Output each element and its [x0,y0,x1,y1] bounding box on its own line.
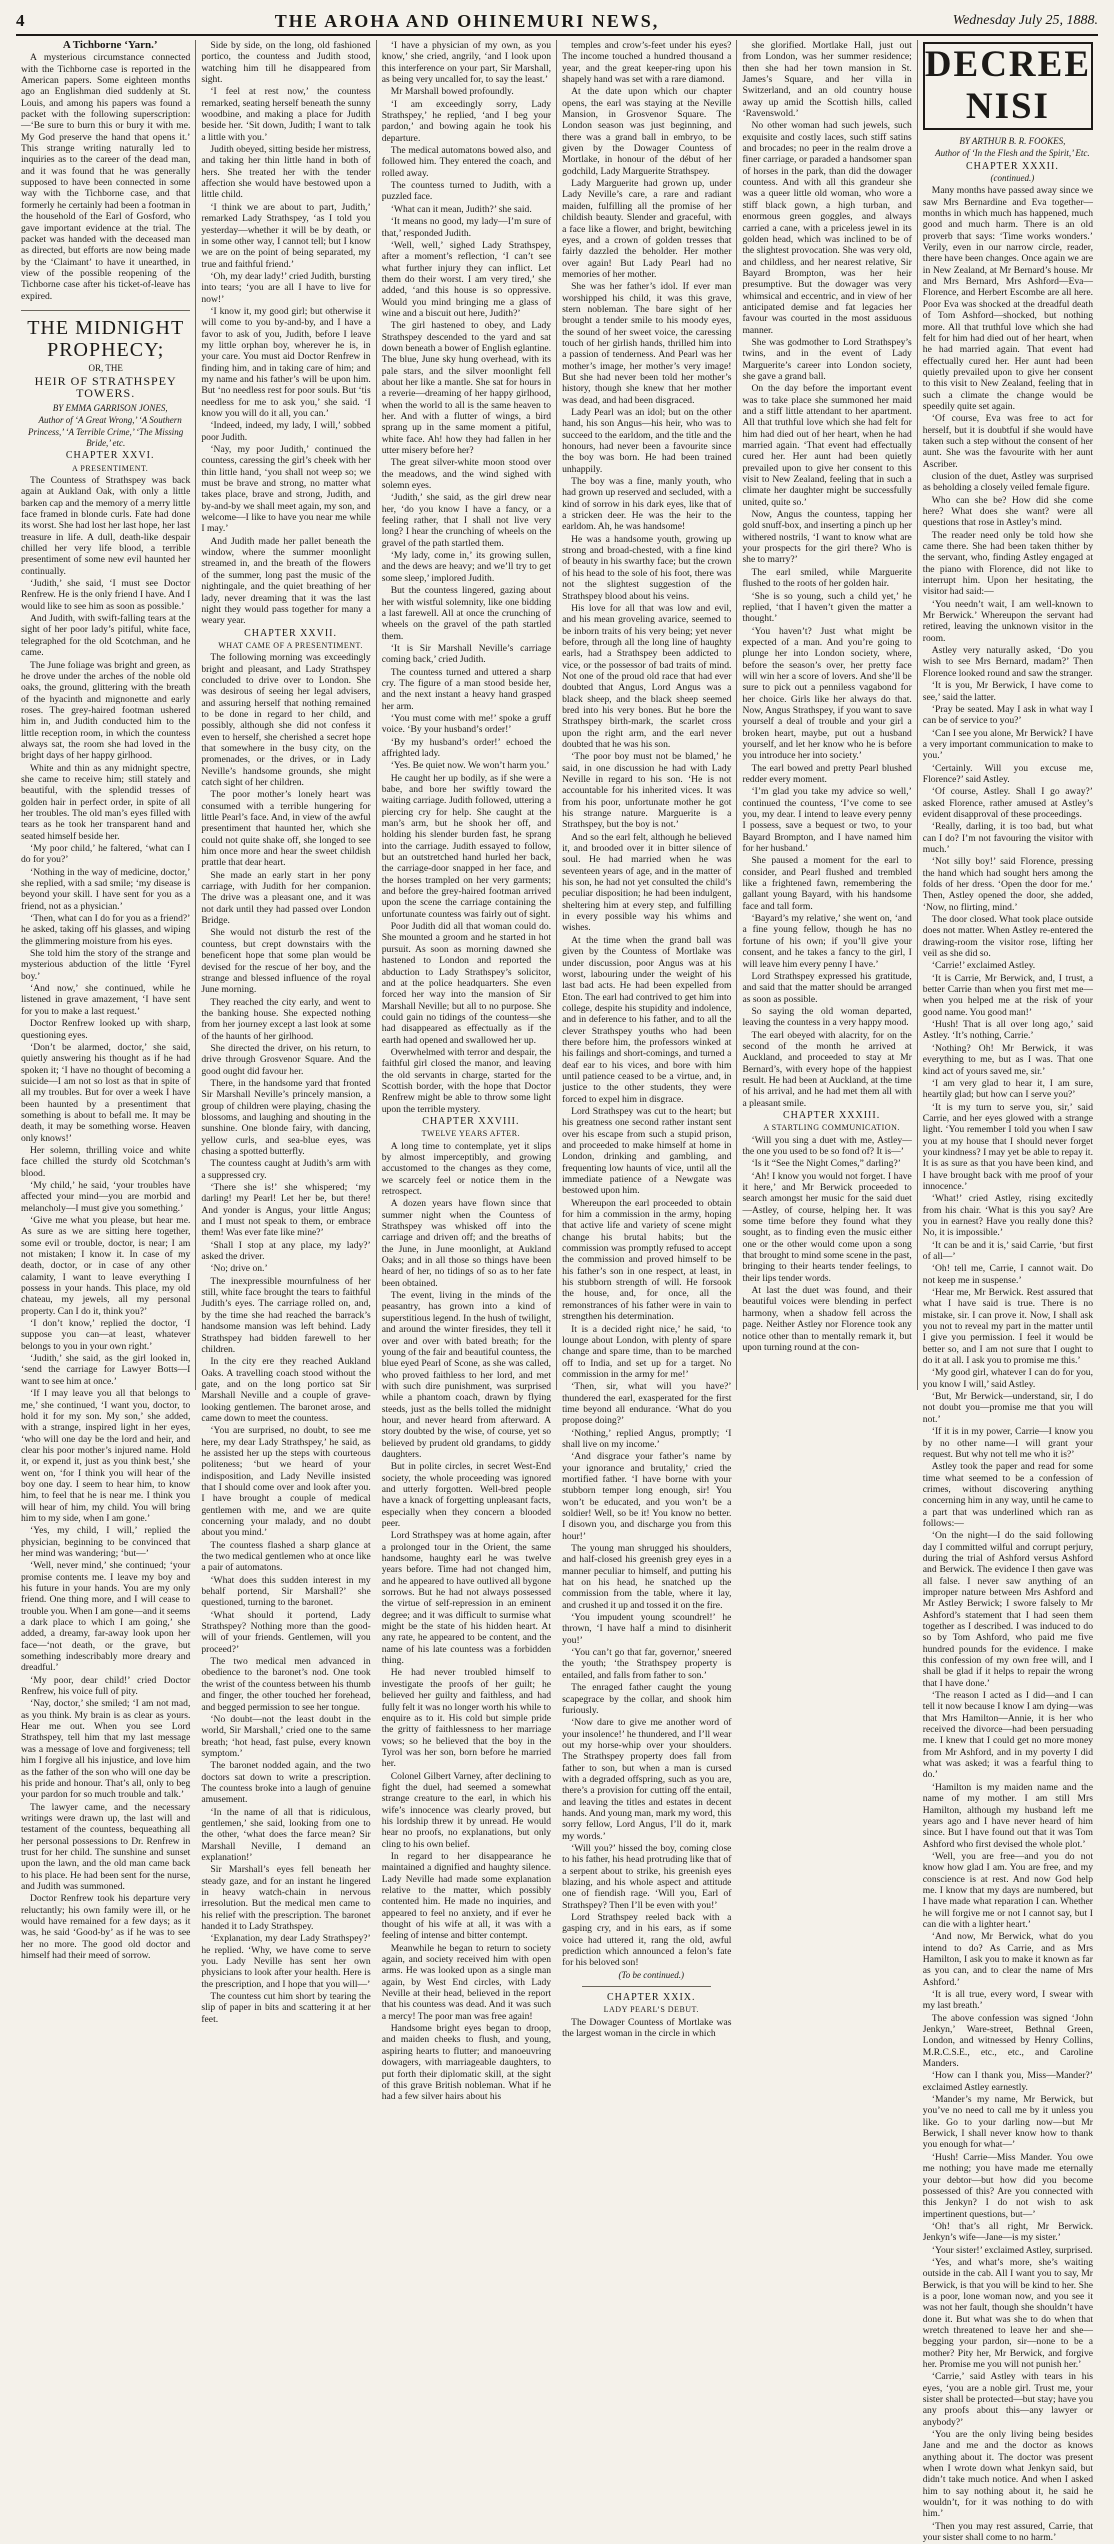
story-paragraph: Her solemn, thrilling voice and white face chilled the sturdy old Scotchman’s blood. [21,1144,191,1179]
story-paragraph: Lady Marguerite had grown up, under Lady Neville’s care, a rare and radiant maiden, fulfilling all the promise of her childish beauty. Slender and graceful, with a face like a flower, and bright, bewitching eyes, and a crown of golden tresses that fairly dazzled the beholder. Her mother over again! But Lady Pearl had no memories of her mother. [562,178,732,280]
story-paragraph: ‘Nay, my poor Judith,’ continued the countess, caressing the girl’s cheek with her thin little hand, ‘you shall not weep so; we must be brave and strong, no matter what takes place, brave and strong, Judith, and by-and-by we shall meet again, my son, and welcome—I like to have you near me while I may.’ [201,444,371,535]
issue-date: Wednesday July 25, 1888. [952,13,1098,28]
story-paragraph: He caught her up bodily, as if she were a babe, and bore her swiftly toward the waiting carriage. Judith followed, uttering a piercing cry for help. She caught at the man’s arm, but he shook her off, and holding his slender burden fast, he sprang into the carriage. Judith essayed to follow, but an outstretched hand hurled her back, the carriage-door snapped in her face, and the horses trampled on her very garments; and before the grey-haired footman arrived upon the scene the carriage containing the unfortunate countess was fairly out of sight. [381,772,552,920]
story-paragraph: And Judith made her pallet beneath the window, where the summer moonlight streamed in, and the breath of the flowers of the summer, long past the music of the nightingale, and the quiet breathing of her lady, never dreaming that it was the last night they would pass together for many a weary year. [201,535,371,627]
story-paragraph: She was her father’s idol. If ever man worshipped his child, it was this grave, stern nobleman. The bare sight of her brought a tender smile to his moody eyes, the sound of her sweet voice, the caressing touch of her girlish hands, thrilled him into a passion of tenderness. And Pearl was her mother’s image, her mother’s very image! But she had never been told her mother’s history, though she knew that her mother was dead, and had been disgraced. [562,281,732,406]
chapter-subtitle: WHAT CAME OF A PRESENTIMENT. [218,640,363,650]
serial-byline: BY EMMA GARRISON JONES, [52,402,168,413]
story-paragraph: And Judith, with swift-falling tears at the sight of her poor lady’s pitiful, white face, telegraphed for the old Scotchman, and he came. [21,613,191,659]
story-paragraph: The two medical men advanced in obedience to the baronet’s nod. One took the wrist of the countess between his thumb and finger, the other touched her forehead, and begged permission to see her tongue. [201,1656,371,1713]
paper-title: THE AROHA AND OHINEMURI NEWS, [274,10,660,31]
story-paragraph: Side by side, on the long, old fashioned portico, the countess and Judith stood, watching him till he disappeared from sight. [201,40,371,86]
story-paragraph: ‘Not silly boy!’ said Florence, pressing the hand which had sought hers among the folds of her dress. ‘Open the door for me.’ Then, Astley opened the door, she added, ‘Now, no flirting, mind.’ [922,856,1093,913]
story-paragraph: The Countess of Strathspey was back again at Aukland Oak, with only a little barken cap and the memory of a merry little face framed in blonde curls. Fate had done its worst. She had lost her last hope, her last treasure in life. A dull, death-like despair chilled her very life blood, a terrible presentiment of some new evil haunted her continually. [21,475,191,577]
story-paragraph: Whereupon the earl proceeded to obtain for him a commission in the army, hoping that active life and variety of scene might change his brutal habits; but the commission was promptly refused to accept the commission and proved himself to be his father’s son in one respect, at least, in his stubborn strength of will. He forsook the house, and, for once, all the remonstrances of his father were in vain to strengthen his determination. [562,1197,732,1323]
story-paragraph: ‘Ah! I know you would not forget. I have it here,’ and Mr Berwick proceeded to search amongst her music for the said duet—Astley, of course, helping her. It was some time before they found what they sought, as to finding even the music either one or the other would come upon a song that brought to mind some scene in the past, bringing to their hearts tender feelings, to their lips tender words. [742,1170,912,1284]
story-paragraph: ‘You are the only living being besides Jane and me and the doctor as knows anything about it. The doctor was present when I wrote down what Jenkyn said, but didn’t take much notice. And when I asked him to say nothing about it, he said he wouldn’t, for it was nothing to do with him.’ [922,2429,1093,2520]
story-paragraph: Sir Marshall’s eyes fell beneath her steady gaze, and for an instant he lingered in heavy watch-chain in nervous irresolution. But the medical men came to his relief with the prescription. The baronet handed it to Lady Strathspey. [201,1864,371,1933]
story-paragraph: He had never troubled himself to investigate the proofs of her guilt; he believed her guilty and faithless, and had fully felt it was no longer worth his while to enquire as to it. His cold but simple pride the gritty of faithlessness to her marriage vows; so he believed that the boy in the Tyrol was her son, born before he married her. [381,1667,552,1770]
story-paragraph: ‘Yes. Be quiet now. We won’t harm you.’ [390,760,550,772]
story-paragraph: Lord Strathspey was at home again, after a prolonged tour in the Orient, the same handsome, haughty earl he was twelve years before. Time had not changed him, and he appeared to have outlived all bygone sorrows. But he had not always possessed the virtue of self-repression in an eminent degree; and it was difficult to surmise what might be the state of his hidden heart. At any rate, he appeared to be content, and the name of his late countess was a forbidden thing. [381,1530,552,1667]
divider [582,1986,711,1987]
story-paragraph: No other woman had such jewels, such exquisite and costly laces, such stiff satins and brocades; no peer in the realm drove a finer carriage, or paraded a handsomer span of horses in the park, than did the dowager countess. And with all this grandeur she was a queer little old woman, who wore a stiff black gown, a high turban, and enormous green goggles, and always carried a cane, with a priceless jewel in its golden head, which was inclined to be of the slightest provocation. She was very old, and childless, and her nearest relative, Sir Bayard Brompton, was her heir presumptive. But the dowager was very whimsical and eccentric, and in view of her anticipated demise and fat legacies her favour was courted in the most assiduous manner. [742,120,912,336]
story-paragraph: ‘Hear me, Mr Berwick. Rest assured that what I have said is true. There is no mistake, sir. I can prove it. Now, I shall ask you not to reveal my part in the matter until I give you permission. I feel it would be better so, and I am not sure that I ought to do it at all. I ask you to promise me this.’ [922,1287,1093,1367]
story-paragraph: The enraged father caught the young scapegrace by the collar, and shook him furiously. [562,1682,732,1716]
story-paragraph: At the date upon which our chapter opens, the earl was staying at the Neville Mansion, in Grosvenor Square. The London season was just beginning, and there was a grand ball in embryo, to be given by the Dowager Countess of Mortlake, in honour of the début of her godchild, Lady Marguerite Strathspey. [562,86,732,177]
story-paragraph: ‘Well, never mind,’ she continued; ‘your promise contents me. I leave my boy and his future in your hands. You are my only friend. One thing more, and I will cease to trouble you. When I am gone—and it seems a dark place to which I am going,’ she added, a dreamy, far-away look upon her face—‘not death, or the grave, but something indescribably more dreary and dreadful.’ [21,1560,191,1674]
story-paragraph: ‘Explanation, my dear Lady Strathspey?’ he replied. ‘Why, we have come to serve you. Lady Neville has sent her own physicians to look after your health. Here is the prescription, and I hope that you will—’ [201,1933,371,1990]
story-paragraph: ‘By my husband’s order!’ echoed the affrighted lady. [381,736,552,759]
story-paragraph: The lawyer came, and the necessary writings were drawn up, the last will and testament of the countess, bequeathing all her personal possessions to Dr. Renfrew in trust for her child. The sunshine and sunset upon the lawn, and the old man came back to his place. He had been sent for the nurse, and Judith was summoned. [21,1801,191,1892]
story-paragraph: ‘Then, sir, what will you have?’ thundered the earl, exasperated for the first time beyond all endurance. ‘What do you propose doing?’ [562,1381,732,1427]
story-paragraph: ‘Hush! That is all over long ago,’ said Astley. ‘It’s nothing, Carrie.’ [922,1019,1093,1042]
story-paragraph: At the time when the grand ball was given by the Countess of Mortlake was under discussion, poor Angus was at his worst, labouring under the weight of his last bad acts. He had been expelled from Eton. The earl had contrived to get him into college, despite his stupidity and indolence, and in deference to his father, and to all the clever Strathspey youths who had been there before him, the professors winked at his failings and short-comings, and turned a deaf ear to his vices, and bore with him until patience ceased to be a virtue, and, in justice to the other students, they were forced to expel him in disgrace. [562,934,732,1105]
story-paragraph: ‘But, Mr Berwick—understand, sir, I do not doubt you—promise me that you will not.’ [922,1391,1093,1425]
story-paragraph: ‘Oh! tell me, Carrie, I cannot wait. Do not keep me in suspense.’ [922,1263,1093,1286]
story-paragraph: ‘Now dare to give me another word of your insolence!’ he thundered, and I’ll wear out my horse-whip over your shoulders. The Strathspey property does fall from father to son, but when a man is cursed with a degraded offspring, such as you are, there’s a provision for cutting off the entail, and leaving the titles and estates in decent hands. And young man, mark my word, this sorry fellow, Lord Angus, I’ll do it, mark my words.’ [562,1717,732,1842]
story-paragraph: At last the duet was found, and their beautiful voices were blending in perfect harmony, when a shadow fell across the page. Neither Astley nor Florence took any notice other than to mentally remark it, but upon turning round at the con- [742,1285,912,1353]
story-paragraph: His love for all that was low and evil, and his mean groveling avarice, seemed to be inborn traits of his very being; yet never before, through all the long line of haughty earls, had a Strathspey been addicted to vice, or the possessor of bad traits of mind. Not one of the proud old race that had ever doubted that Angus, Lord Angus was a black sheep, and the black sheep seemed bred into his very bones. But he bore the Strathspey birth-mark, the scarlet cross upon the right arm, and the earl never doubted that he was his son. [562,602,732,750]
story-paragraph: ‘It is Sir Marshall Neville’s carriage coming back,’ cried Judith. [381,642,552,666]
story-paragraph: Colonel Gilbert Varney, after declining to fight the duel, had seemed a somewhat strange creature to the earl, in which his wife’s innocence was clearly proved, but his lordship threw it by unread. He would hear no proofs, no explanations, but only cling to his own belief. [381,1770,552,1850]
story-paragraph: On the day before the important event was to take place she summoned her maid and a stiff little attendant to her apartment. All that truthful love which she had felt for him had died out of her heart, when he had married again. ‘That event had effectually cured her. Her aunt had been quietly prevailed upon to give her consent to this visit to New Zealand, feeling that in such a climate her daughter might be successfully united, quite so.’ [742,383,912,508]
story-paragraph: The countess turned and uttered a sharp cry. The figure of a man stood beside her, and the next instant a heavy hand grasped her arm. [381,666,552,712]
story-paragraph: ‘What does this sudden interest in my behalf portend, Sir Marshall?’ she questioned, turning to the baronet. [201,1574,371,1609]
story-paragraph: ‘I’m glad you take my advice so well,’ continued the countess, ‘I’ve come to see you, my dear. I intend to leave every penny I possess, save a bequest or two, to your Bayard Brompton, and I have named him for her husband.’ [742,786,912,855]
chapter-subtitle: TWELVE YEARS AFTER. [421,1129,521,1139]
story-paragraph: ‘Yes, my child, I will,’ replied the physician, beginning to be convinced that her mind was wandering; ‘but—’ [21,1525,191,1559]
story-paragraph: Mr Marshall bowed profoundly. [390,86,514,98]
story-paragraph: The following morning was exceedingly bright and pleasant, and Lady Strathspey concluded to drive over to London. She was desirous of seeing her legal advisers, and assuring herself that nothing remained to be done in regard to her child, and possibly, although she did not confess it even to herself, she cherished a secret hope that somewhere in the busy city, on the promenades, or the drives, or in Lady Neville’s handsome grounds, she might catch sight of her children. [201,652,371,788]
story-paragraph: The earl obeyed with alacrity, for on the second of the month he arrived at Auckland, and proceeded to stay at Mr Bernard’s, with every hope of the happiest result. He had been at Auckland, at the time of his arrival, and he had met them all with a pleasant smile. [742,1029,912,1109]
story-paragraph: Now, Angus the countess, tapping her gold snuff-box, and inserting a pinch up her withered nostrils, ‘I want to know what are your prospects for the girl there? Who is she to marry?’ [742,509,912,566]
story-paragraph: The girl hastened to obey, and Lady Strathspey descended to the yard and sat down beneath a bower of English eglantine. The blue, June sky hung overhead, with its pale stars, and the silver moonlight fell about her like a mantle. She sat for hours in a reverie—dreaming of her happy girlhood, when the world to all is the same heaven to her. And with a flutter of wings, a bird sprang up in the same moment a pitiful, white face. Ah! how they had fallen in her utter misery before her? [381,320,552,457]
story-paragraph: ‘You impudent young scoundrel!’ he thrown, ‘I have half a mind to disinherit you!’ [562,1612,732,1646]
story-paragraph: ‘I am exceedingly sorry, Lady Strathspey,’ he replied, ‘and I beg your pardon,’ and bowing again he took his departure. [381,98,552,144]
story-paragraph: ‘Then you may rest assured, Carrie, that your sister shall come to no harm.’ [922,2520,1093,2544]
story-paragraph: ‘And now, Mr Berwick, what do you intend to do? As Carrie, and as Mrs Hamilton, I ask you to make it known as far as you can, and to clear the name of Mrs Ashford.’ [922,1931,1093,1988]
story-paragraph: ‘Yes, and what’s more, she’s waiting outside in the cab. All I want you to say, Mr Berwick, is that you will be kind to her. She is a poor, lone woman now, and you see it was not her fault, though she shouldn’t have done it. But what was she to do when that wretch threatened to leave her and she—begging your pardon, sir—none to be a mother? Pity her, Mr Berwick, and forgive her. Promise me you will not punish her.’ [922,2256,1093,2370]
story-paragraph: The countess turned to Judith, with a puzzled face. [381,180,552,203]
story-paragraph: ‘Nothing in the way of medicine, doctor,’ she replied, with a sad smile; ‘my disease is beyond your skill. I have sent for you as a friend, not as a physician.’ [21,866,191,912]
chapter-heading: CHAPTER XXIX. [606,1992,696,2004]
story-paragraph: ‘Don’t be alarmed, doctor,’ she said, quietly answering his thought as if he had spoken it; ‘I have no thought of becoming a suicide—I am not so lost as that in spite of all my troubles. But for over a week I have been haunted by a presentiment that something is about to befall me. It may be death, it may be something worse. Heaven only knows!’ [21,1041,191,1144]
story-paragraph: ‘If I may leave you all that belongs to me,’ she continued, ‘I want you, doctor, to hold it for my son. My son,’ she added, with a strange, inspired light in her eyes, ‘who will one day be the lord and heir, and clear his poor mother’s injured name. Hold it, or expend it, just as you think best,’ she went on, ‘for I think you will hear of the boy one day. I seem to hear him, to know him, to feel that he is near me. I think you will hear of him, my child. You will bring him to my side, when I am gone.’ [21,1388,191,1524]
story-paragraph: ‘And disgrace your father’s name by your ignorance and brutality,’ cried the mortified father. ‘I have borne with your stubborn temper long enough, sir! You won’t be educated, and you won’t be a soldier! Well, so be it! You know no better. I disown you, and discharge you from this hour!’ [562,1451,732,1542]
column-6 [918,40,1098,2544]
story-paragraph: She made an early start in her pony carriage, with Judith for her companion. The drive was a pleasant one, and it was not dark until they had passed over London Bridge. [201,869,371,927]
story-paragraph: ‘It is all true, every word, I swear with my last breath.’ [922,1989,1093,2012]
article-paragraph: A mysterious circumstance connected with the Tichborne case is reported in the American papers. Some eighteen months ago an Englishman died suddenly at St. Louis, and among his papers was found a packet with the following superscription:—‘Be sure to burn this or bury it with me. My God preserve the hand that opens it.’ This strange writing naturally led to inquiries as to the career of the dead man, and it was found that he was generally supposed to have been connected in some way with the Tichborne case, and that formerly he certainly had been a footman in the household of the Earl of Gosford, who gave important evidence at the trial. The packet was handed with the deceased man as directed, but efforts are now being made by the ‘Claimant’ to have it unearthed, in view of the possible reopening of the Tichborne case after his ticket-of-leave has expired. [21,52,191,302]
story-paragraph: Lord Strathspey was cut to the heart; but his greatness one second rather instant sent over his escape from such a stupid prison, and proceeded to make himself at home in London, drinking and gambling, and frequenting low haunts of vice, until all the immediate patience of a Newgate was bestowed upon him. [562,1105,732,1197]
story-paragraph: ‘Then, what can I do for you as a friend?’ he asked, taking off his glasses, and wiping the glimmering moisture from his eyes. [21,913,191,947]
story-paragraph: she glorified. Mortlake Hall, just out from London, was her summer residence; then she had her town mansion in St. James’s Square, and her villa in Switzerland, and an old country house away up amid the Scottish hills, called ‘Ravenswold.’ [742,40,912,120]
story-paragraph: ‘Hush! Carrie—Miss Mander. You owe me nothing; you have made me eternally your debtor—but how did you become possessed of this? Are you connected with this Jenkyn? I do not wish to ask impertinent questions, but—’ [922,2151,1093,2220]
story-paragraph: ‘On the night—I do the said following day I committed wilful and corrupt perjury, during the trial of Ashford versus Ashford and Berwick. The evidence I then gave was all false. I never saw anything of an improper nature between Mrs Ashford and Mr Astley Berwick; I swore falsely to Mr Ashford’s statement that I had seen them together as I described. I was induced to do so by Tom Ashford, who paid me five hundred pounds for the evidence. I make this confession of my own free will, and I shall be glad if it helps to repair the wrong that I have done.’ [922,1530,1093,1689]
story-paragraph: ‘It means no good, my lady—I’m sure of that,’ responded Judith. [381,216,552,239]
story-paragraph: The door closed. What took place outside does not matter. When Astley re-entered the drawing-room the visitor rose, lifting her veil as she did so. [922,914,1093,960]
story-paragraph: ‘Nothing? Oh! Mr Berwick, it was everything to me, but as I was. That one kind act of yours saved me, sir.’ [922,1042,1093,1077]
story-paragraph: He was a handsome youth, growing up strong and broad-chested, with a fine kind of beauty in his swarthy face; but the crown of his head to the sole of his foot, there was not the slightest suggestion of the Strathspey blood about his veins. [562,533,732,602]
story-paragraph: Doctor Renfrew took his departure very reluctantly; his own family were ill, or he would have remained for a few days; as it was, he said ‘Good-by’ as if he was to see her no more. The good old doctor and himself had their meed of sorrow. [21,1893,191,1961]
story-paragraph: ‘My good girl, whatever I can do for you, you know I will,’ said Astley. [922,1367,1093,1390]
story-paragraph: ‘Hamilton is my maiden name and the name of my mother. I am still Mrs Hamilton, although my husband left me years ago and I have never heard of him since. But I have found out that it was Tom Ashford who first devised the whole plot.’ [922,1781,1093,1850]
story-paragraph: White and thin as any midnight spectre, she came to receive him; still stately and beautiful, with the splendid tresses of golden hair in perfect order, in spite of all her troubles. The old man’s eyes filled with tears as he took her transparent hand and seated himself beside her. [21,762,191,842]
story-paragraph: The event, living in the minds of the peasantry, has grown into a kind of superstitious legend. In the hush of twilight, and around the winter firesides, they tell it over and over with bated breath; for the young of the fair and beautiful countess, the blue eyed Pearl of Scone, as she was called, who proved faithless to her lord, and met with such dire punishment, was surprised while a phantom coach, drawn by flying steeds, just as the bells tolled the midnight hour, and never heard from afterward. A story doubted by the wise, of course, yet so believed by prudent old grandams, to giddy daughters. [381,1290,552,1460]
story-paragraph: ‘My child,’ he said, ‘your troubles have affected your mind—you are morbid and melancholy—I must give you something.’ [21,1179,191,1214]
story-paragraph: The June foliage was bright and green, as he drove under the arches of the noble old oaks, the ground, glittering with the breath of the hyacinth and mignonette and early roses. The grey-haired footman ushered him in, and Judith conducted him to the little reception room, in which the countess always sat, the room she had loved in the bright days of her happy girlhood. [21,659,191,762]
story-paragraph: ‘I have a physician of my own, as you know,’ she cried, angrily, ‘and I look upon this interference on your part, Sir Marshall, as being very uncalled for, to say the least.’ [381,40,552,86]
serial-or: OR, THE [88,362,123,373]
serial-byline: BY ARTHUR B. R. FOOKES, [959,136,1066,146]
page-number: 4 [16,11,25,30]
story-paragraph: She paused a moment for the earl to consider, and Pearl flushed and trembled like a frightened fawn, remembering the gallant young Bayard, with his handsome face and tall form. [742,855,912,912]
column-4 [557,40,737,2040]
story-paragraph: They reached the city early, and went to the banking house. She expected nothing from her journey except a last look at some of the haunts of her girlhood. [201,996,371,1042]
story-paragraph: ‘Pray be seated. May I ask in what way I can be of service to you?’ [922,703,1093,727]
story-paragraph: Lord Strathspey reeled back with a gasping cry, and in his ears, as if some voice had uttered it, rang the old, awful prediction which announced a felon’s fate for his beloved son! [562,1912,732,1969]
continued-label: (continued.) [990,173,1035,184]
story-paragraph: She told him the story of the strange and mysterious abduction of the little ‘Fyrel boy.’ [21,948,191,982]
story-paragraph: Who can she be? How did she come here? What does she want? were all questions that rose in Astley’s mind. [922,494,1093,529]
story-paragraph: ‘Will you?’ hissed the boy, coming close to his father, his head protruding like that of a serpent about to strike, his greenish eyes blazing, and his whole aspect and attitude one of fiendish rage. ‘Will you, Earl of Strathspey? Then I’ll be even with you!’ [562,1842,732,1911]
story-paragraph: ‘Well, well,’ sighed Lady Strathspey, after a moment’s reflection, ‘I can’t see what further injury they can inflict. Let them do their worst. I am very tired,’ she added, ‘and this house is so oppressive. Would you mind bringing me a glass of wine and a biscuit out here, Judith?’ [381,239,552,319]
masthead [16,8,1098,36]
story-paragraph: ‘Judith,’ she said, as the girl looked in, ‘send the carriage for Lawyer Botts—I want to see him at once.’ [21,1353,191,1387]
serial-author-note: Author of ‘A Great Wrong,’ ‘A Southern Princess,’ ‘A Terrible Crime,’ ‘The Missing Bride,’ etc. [28,415,184,448]
story-paragraph: ‘You must come with me!’ spoke a gruff voice. ‘By your husband’s order!’ [381,712,552,736]
chapter-heading: CHAPTER XXXIII. [783,1109,881,1121]
serial-author-note: Author of ‘In the Flesh and the Spirit,’ Etc. [935,148,1090,159]
story-paragraph: The earl bowed and pretty Pearl blushed redder every moment. [742,762,912,785]
story-paragraph: ‘Judith,’ she said, ‘I must see Doctor Renfrew. He is the only friend I have. And I would like to see him as soon as possible.’ [21,578,191,612]
story-paragraph: The earl smiled, while Marguerite flushed to the roots of her golden hair. [742,566,912,590]
story-paragraph: clusion of the duet, Astley was surprised as beholding a closely veiled female figure. [922,470,1093,494]
story-paragraph: ‘Oh! that’s all right, Mr Berwick. Jenkyn’s wife—Jane—is my sister.’ [922,2220,1093,2244]
story-paragraph: She directed the driver, on his return, to drive through Grosvenor Square. And the good ought did favour her. [201,1042,371,1077]
story-paragraph: ‘She is so young, such a child yet,’ he replied, ‘that I haven’t given the matter a thought.’ [742,590,912,625]
story-paragraph: In regard to her disappearance he maintained a dignified and haughty silence. Lady Neville had made some explanation relative to the matter, which possibly contented him. He made no inquiries, and appeared to feel no anxiety, and if ever he thought of his wife at all, it was with a feeling of intense and bitter contempt. [381,1850,552,1942]
story-paragraph: ‘No doubt—not the least doubt in the world, Sir Marshall,’ cried one to the same breath; ‘hot head, fast pulse, every known symptom.’ [201,1713,371,1759]
story-paragraph: Doctor Renfrew looked up with sharp, questioning eyes. [21,1018,191,1041]
story-paragraph: The baronet nodded again, and the two doctors sat down to write a prescription. The countess broke into a laugh of genuine amusement. [201,1760,371,1806]
story-paragraph: ‘How can I thank you, Miss—Mander?’ exclaimed Astley earnestly. [922,2070,1093,2093]
story-paragraph: ‘My poor, dear child!’ cried Doctor Renfrew, his voice full of pity. [21,1674,191,1698]
story-paragraph: ‘Bayard’s my relative,’ she went on, ‘and a fine young fellow, though he has no fortune of his own; if you’ll give your consent, and he takes a fancy to the girl, I will leave him every penny I have.’ [742,913,912,970]
story-paragraph: The reader need only be told how she came there. She had been taken thither by the servant, who, finding Astley engaged at the piano with Florence, did not like to interrupt him. Upon her hesitating, the visitor had said:— [922,529,1093,598]
story-paragraph: Astley took the paper and read for some time what seemed to be a confession of crimes, without discovering anything concerning him in any way, until he came to a part that was underlined which ran as follows:— [922,1461,1093,1529]
story-paragraph: ‘The poor boy must not be blamed,’ he said, in one discussion he had with Lady Neville in regard to his son. ‘He is not accountable for his inherited vices. It was from his poor, unfortunate mother he got his strange nature. Marguerite is a Strathspey, but the boy is not.’ [562,751,732,831]
story-paragraph: ‘I think we are about to part, Judith,’ remarked Lady Strathspey, ‘as I told you yesterday—whether it will be by death, or in some other way, I cannot tell; but I know we are on the point of being separated, my true and faithful friend.’ [201,201,371,270]
serial-subtitle: HEIR OF STRATHSPEY TOWERS. [34,374,177,400]
story-paragraph: In the city ere they reached Aukland Oaks. A travelling coach stood without the gate, and on the long portico sat Sir Marshall Neville and a couple of grave-looking gentlemen. The baronet arose, and came down to meet the countess. [201,1356,371,1424]
column-layout [16,39,1098,2544]
chapter-subtitle: LADY PEARL’S DEBUT. [603,2005,699,2015]
story-paragraph: ‘Give me what you please, but hear me. As sure as we are sitting here together, some evil or trouble, doctor, is near; I am not mistaken; I know it. In case of my death, doctor, or in case of any other calamity, I want to leave everything I possess in your hands. This place, my old chateau, my jewels, all my personal property. Can I do it, think you?’ [21,1215,191,1317]
story-paragraph: But the countess lingered, gazing about her with wistful solemnity, like one bidding a last farewell. All at once the crunching of wheels on the gravel of the path startled them. [381,585,552,642]
chapter-heading: CHAPTER XXXII. [965,160,1059,172]
story-paragraph: It is a decided right nice,’ he said, ‘to lounge about London, with plenty of spare change and spare time, than to be marched off to India, and set up for a target. No commission in the army for me!’ [562,1323,732,1380]
story-paragraph: ‘Shall I stop at any place, my lady?’ asked the driver. [201,1239,371,1263]
story-paragraph: The countess caught at Judith’s arm with a suppressed cry. [201,1158,371,1181]
story-paragraph: ‘I know it, my good girl; but otherwise it will come to you by-and-by, and I have a favor to ask of you, Judith, before I leave my little orphan boy, wherever he is, in your care. You must aid Doctor Renfrew in finding him, and in taking care of him; and my name and his father’s will be upon him. But ‘no needless rest for poor souls. But ‘tis needless for me to ask you,’ she said. ‘I know you will do it all, you can.’ [201,305,371,419]
story-paragraph: ‘Of course, Astley. Shall I go away?’ asked Florence, rather amused at Astley’s evident disapproval of these proceedings. [922,786,1093,820]
story-paragraph: ‘Nay, doctor,’ she smiled; ‘I am not mad, as you think. My brain is as clear as yours. Hear me out. When you see Lord Strathspey, tell him that my last message was a message of love and forgiveness; tell him I forgive all his injustice, and love him as the father of the son who will one day be his pride and honour. That’s all, only to beg your pardon for so much trouble and talk.’ [21,1698,191,1801]
story-paragraph: The medical automatons bowed also, and followed him. They entered the coach, and rolled away. [381,145,552,179]
story-paragraph: She would not disturb the rest of the countess, but crept downstairs with the beneficent hope that some plan would be devised for the rescue of her boy, and the strange and blessed influence of the royal June morning. [201,927,371,996]
chapter-heading: CHAPTER XXVII. [244,627,337,639]
story-paragraph: ‘I don’t know,’ replied the doctor, ‘I suppose you can—at least, whatever belongs to you in your own right.’ [21,1318,191,1352]
story-paragraph: ‘There she is!’ she whispered; ‘my darling! my Pearl! Let her be, but there! And yonder is Angus, your little Angus; and I must not speak to them, or embrace them! Was ever fate like mine?’ [201,1182,371,1239]
chapter-subtitle: A STARTLING COMMUNICATION. [763,1123,900,1133]
story-paragraph: Astley very naturally asked, ‘Do you wish to see Mrs Bernard, madam?’ Then Florence looked round and saw the stranger. [922,645,1093,679]
column-5 [737,40,917,1390]
story-paragraph: Lady Pearl was an idol; but on the other hand, his son Angus—his heir, who was to succeed to the earldom, and the title and the honours, had never been a favourite since the boy was born. He had been trained unhappily. [562,407,732,475]
story-paragraph: ‘No; drive on.’ [210,1263,268,1275]
story-paragraph: ‘Oh, my dear lady!’ cried Judith, bursting into tears; ‘you are all I have to live for now!’ [201,270,371,305]
story-paragraph: ‘My lady, come in,’ its growing sullen, and the dews are heavy; and we’ll try to get some sleep,’ implored Judith. [381,550,552,584]
chapter-heading: CHAPTER XXVIII. [422,1115,520,1127]
story-paragraph: ‘Well, you are free—and you do not know how glad I am. You are free, and my conscience is at rest. And now God help me. I know that my days are numbered, but I have made what reparation I can. Whether he will forgive me or not I cannot say, but I can die with a lighter heart.’ [922,1850,1093,1930]
story-paragraph: ‘My poor child,’ he faltered, ‘what can I do for you?’ [21,843,191,866]
story-paragraph: Meanwhile he began to return to society again, and society received him with open arms. He was looked upon as a single man again, by West End circles, with Lady Neville at their head, believed in the report that his countess was dead. And it was such a mercy! The poor man was free again! [381,1942,552,2022]
serial-title-decree-nisi: DECREE NISI [923,42,1093,130]
story-paragraph: She was godmother to Lord Strathspey’s twins, and in the event of Lady Marguerite’s career into London society, she gave a grand ball. [742,336,912,382]
article-heading: A Tichborne ‘Yarn.’ [62,39,158,51]
serial-title: THE MIDNIGHT PROPHECY; [21,310,190,361]
story-paragraph: So saying the old woman departed, leaving the countess in a very happy mood. [742,1005,912,1029]
story-paragraph: The Dowager Countess of Mortlake was the largest woman in the circle in which [562,2016,732,2040]
story-paragraph: A dozen years have flown since that summer night when the Countess of Strathspey was whisked off into the carriage and driven off; and the breaths of the June, in June moonlight, at Aukland Oaks; and in all those so things have been heard of her, no tidings of so as to her fate been obtained. [381,1198,552,1289]
story-paragraph: Many months have passed away since we saw Mrs Bernardine and Eva together—months in which much has happened, much good and much harm. There is an old proverb that says: ‘Time works wonders.’ Verily, even in our narrow circle, reader, there have been changes. Once again we are in New Zealand, at Mr Bernard’s house. Mr and Mrs Bernard, Mrs Ashford—Eva—Florence, and Herbert Escombe are all here. Poor Eva was shocked at the dreadful death of Tom Ashford—shocked, but nothing more. All that truthful love which she had felt for him had died out of her heart, when he had married again. That event had effectually cured her. Her aunt had been quietly prevailed upon to give her consent to this visit to New Zealand, feeling that in such a climate the change would be speedily quite set again. [922,185,1093,412]
story-paragraph: ‘I am very glad to hear it, I am sure, heartily glad; but how can I serve you?’ [922,1077,1093,1101]
story-paragraph: The countess cut him short by tearing the slip of paper in bits and scattering it at her feet. [201,1991,371,2025]
story-paragraph: ‘Will you sing a duet with me, Astley—the one you used to be so fond of? It is—’ [742,1134,912,1157]
story-paragraph: Poor Judith did all that woman could do. She mounted a groom and he started in hot pursuit. As soon as morning dawned she hastened to London and reported the abduction to Lady Strathspey’s solicitor, and at the police headquarters. She even forced her way into the mansion of Sir Marshall Neville; but all to no purpose. She could gain no tidings of the countess—she had disappeared as effectually as if the earth had opened and swallowed her up. [381,921,552,1046]
story-paragraph: Overwhelmed with terror and despair, the faithful girl closed the manor, and leaving the old servants in charge, started for the Scottish border, with the hope that Doctor Renfrew might be able to throw some light upon the terrible mystery. [381,1046,552,1115]
story-paragraph: ‘Nothing,’ replied Angus, promptly; ‘I shall live on my income.’ [562,1427,732,1450]
to-be-continued: (To be continued.) [618,1969,684,1980]
story-paragraph: Lord Strathspey expressed his gratitude, and said that the matter should be arranged as soon as possible. [742,970,912,1005]
story-paragraph: The countess flashed a sharp glance at the two medical gentlemen who at once like a pair of automatons. [201,1539,371,1574]
story-paragraph: ‘You can’t go that far, governor,’ sneered the youth; ‘the Strathspey property is entailed, and falls from father to son.’ [562,1647,732,1681]
story-paragraph: ‘You are surprised, no doubt, to see me here, my dear Lady Strathspey,’ he said, as he assisted her up the steps with courteous politeness; ‘but we heard of your indisposition, and Lady Neville insisted that I should come over and look after you. I have brought a couple of medical gentlemen with me, and we are quite concerning your malady, and no doubt about you mind.’ [201,1425,371,1539]
story-paragraph: ‘Really, darling, it is too bad, but what can I do? I’m not favouring the visitor with much.’ [922,821,1093,855]
story-paragraph: ‘The reason I acted as I did—and I can tell it now because I know I am dying—was that Mrs Hamilton—Annie, it is her who received the divorce—had been persuading me. I knew that I could get no more money from Mr Ashford, and in my poverty I did what was asked; it was a fearful thing to do.’ [922,1690,1093,1781]
story-paragraph: ‘Mander’s my name, Mr Berwick, but you’ve no need to call me by it unless you like. Go to your darling now—but Mr Berwick, I shall never know how to thank you enough for what—’ [922,2094,1093,2151]
story-paragraph: The poor mother’s lonely heart was consumed with a terrible hungering for little Pearl’s face. And, in view of the awful presentiment that haunted her, which she could not quite shake off, she longed to see him once more and hear the sweet childish prattle that dear heart. [201,789,371,869]
story-paragraph: ‘It can be and it is,’ said Carrie, ‘but first of all—’ [922,1239,1093,1262]
story-paragraph: ‘If it is in my power, Carrie—I know you by no other name—I will grant your request. But why not tell me who it is?’ [922,1426,1093,1460]
story-paragraph: The boy was a fine, manly youth, who had grown up reserved and secluded, with a kind of sorrow in his dark eyes, like that of a stricken deer. He was the heir to the earldom. Ah, he was handsome! [562,476,732,533]
story-paragraph: The inexpressible mournfulness of her still, white face brought the tears to faithful Judith’s eyes. The carriage rolled on, and, by the time she had reached the barrack’s handsome mansion was left behind. Lady Strathspey had bidden farewell to her children. [201,1275,371,1355]
story-paragraph: ‘It is my turn to serve you, sir,’ said Carrie, and her eyes glowed with a strange light. ‘You remember I told you when I saw you at my house that I should never forget your kindness? I may yet be able to repay it. It is as sure as that you have been kind, and I have brought back with me proof of your innocence.’ [922,1101,1093,1192]
story-paragraph: ‘Certainly. Will you excuse me, Florence?’ said Astley. [922,762,1093,785]
story-paragraph: ‘And now,’ she continued, while he listened in grave amazement, ‘I have sent for you to make a last request.’ [21,983,191,1017]
column-3 [377,40,557,2103]
story-paragraph: ‘It is Carrie, Mr Berwick, and, I trust, a better Carrie than when you first met me—when you helped me at the risk of your good name. You good man!’ [922,972,1093,1018]
story-paragraph: A long time to contemplate, yet it slips by almost imperceptibly, and growing accustomed to the changes as they come, we scarcely feel or notice them in the retrospect. [381,1140,552,1198]
column-2 [196,40,376,2025]
story-paragraph: temples and crow’s-feet under his eyes? The income touched a hundred thousand a year, and the great keeper-ring upon his shapely hand was set with a rare diamond. [562,40,732,86]
story-paragraph: ‘You haven’t? Just what might be expected of a man. And you’re going to plunge her into London society, where, before the season’s over, her pretty face will win her a score of lovers. And she’ll be sure to pick out a penniless vagabond for her choice. Girls like her always do that. Now, Angus Strathspey, if you want to save yourself a deal of trouble and your girl a broken heart, maybe, put out a husband yourself, and let her know who he is before you introduce her into society.’ [742,625,912,762]
story-paragraph: ‘Indeed, indeed, my lady, I will,’ sobbed poor Judith. [201,420,371,443]
story-paragraph: ‘I feel at rest now,’ the countess remarked, seating herself beneath the sunny woodbine, and making a place for Judith beside her. ‘Sit down, Judith; I want to talk a little with you.’ [201,86,371,143]
story-paragraph: ‘Is it “See the Night Comes,” darling?’ [751,1158,901,1170]
story-paragraph: ‘In the name of all that is ridiculous, gentlemen,’ she said, looking from one to the other, ‘what does the farce mean? Sir Marshall Neville, I demand an explanation!’ [201,1806,371,1863]
story-paragraph: The young man shrugged his shoulders, and half-closed his greenish grey eyes in a manner peculiar to himself, and putting his hat on his head, he snatched up the commission from the table, where it lay, and crushed it up and tossed it on the fire. [562,1543,732,1611]
story-paragraph: ‘You needn’t wait, I am well-known to Mr Berwick.’ Whereupon the servant had retired, leaving the unknown visitor in the room. [922,598,1093,644]
story-paragraph: ‘Judith,’ she said, as the girl drew near her, ‘do you know I have a fancy, or a feeling rather, that I shall not live very long? I hear the crunching of wheels on the gravel of the path startled them. [381,492,552,549]
story-paragraph: ‘What!’ cried Astley, rising excitedly from his chair. ‘What is this you say? Are you in earnest? Have you really done this? No, it is impossible.’ [922,1193,1093,1239]
story-paragraph: And so the earl felt, although he believed it, and brooded over it in bitter silence of soul. He had married when he was seventeen years of age, and in the matter of his son, he had not yet consulted the child’s peculiar disposition; he had been indulgent, sheltering him at every step, and fulfilling in every possible way his whims and wishes. [562,831,732,934]
story-paragraph: Handsome bright eyes began to droop, and maiden cheeks to flush, and young, aspiring hearts to flutter; and manoeuvring dowagers, with marriageable daughters, to put forth their diplomatic skill, at the sight of this grave British nobleman. What if he had a few silver hairs about his [381,2023,552,2103]
story-paragraph: ‘Your sister!’ exclaimed Astley, surprised. [931,2244,1093,2256]
story-paragraph: The great silver-white moon stood over the meadows, and the wind sighed with solemn eyes. [381,457,552,492]
chapter-subtitle: A PRESENTIMENT. [72,463,149,473]
story-paragraph: ‘Can I see you alone, Mr Berwick? I have a very important communication to make to you.’ [922,727,1093,762]
story-paragraph: ‘Carrie!’ exclaimed Astley. [931,960,1036,972]
story-paragraph: But in polite circles, in secret West-End society, the whole proceeding was ignored and utterly forgotten. Well-bred people have a knack of forgetting unpleasant facts, especially when they concern a blooded peer. [381,1461,552,1529]
story-paragraph: ‘What can it mean, Judith?’ she said. [390,203,532,215]
story-paragraph: There, in the handsome yard that fronted Sir Marshall Neville’s princely mansion, a group of children were playing, chasing the blossoms, and laughing and shouting in the sunshine. One blonde fairy, with dancing, yellow curls, and sea-blue eyes, was chasing a spotted butterfly. [201,1077,371,1157]
chapter-heading: CHAPTER XXVI. [65,450,155,462]
column-1 [16,39,196,1961]
story-paragraph: ‘It is you, Mr Berwick, I have come to see,’ said the latter. [922,680,1093,703]
story-paragraph: ‘What should it portend, Lady Strathspey? Nothing more than the good-will of your friends. Gentlemen, will you proceed?’ [201,1609,371,1655]
story-paragraph: ‘Of course, Eva was free to act for herself, but it is doubtful if she would have taken such a step without the consent of her aunt. She was the favourite with her aunt Ascriber. [922,413,1093,470]
story-paragraph: Judith obeyed, sitting beside her mistress, and taking her thin little hand in both of hers. She treated her with the tender affection she would have bestowed upon a little child. [201,144,371,201]
story-paragraph: The above confession was signed ‘John Jenkyn,’ Ware-street, Bethnal Green, London, and witnessed by Henry Collins, M.R.C.S.E., etc., etc., and Caroline Manders. [922,2012,1093,2070]
story-paragraph: ‘Carrie,’ said Astley with tears in his eyes, ‘you are a noble girl. Trust me, your sister shall be protected—but stay; have you any proofs about this—any lawyer or anybody?’ [922,2371,1093,2428]
